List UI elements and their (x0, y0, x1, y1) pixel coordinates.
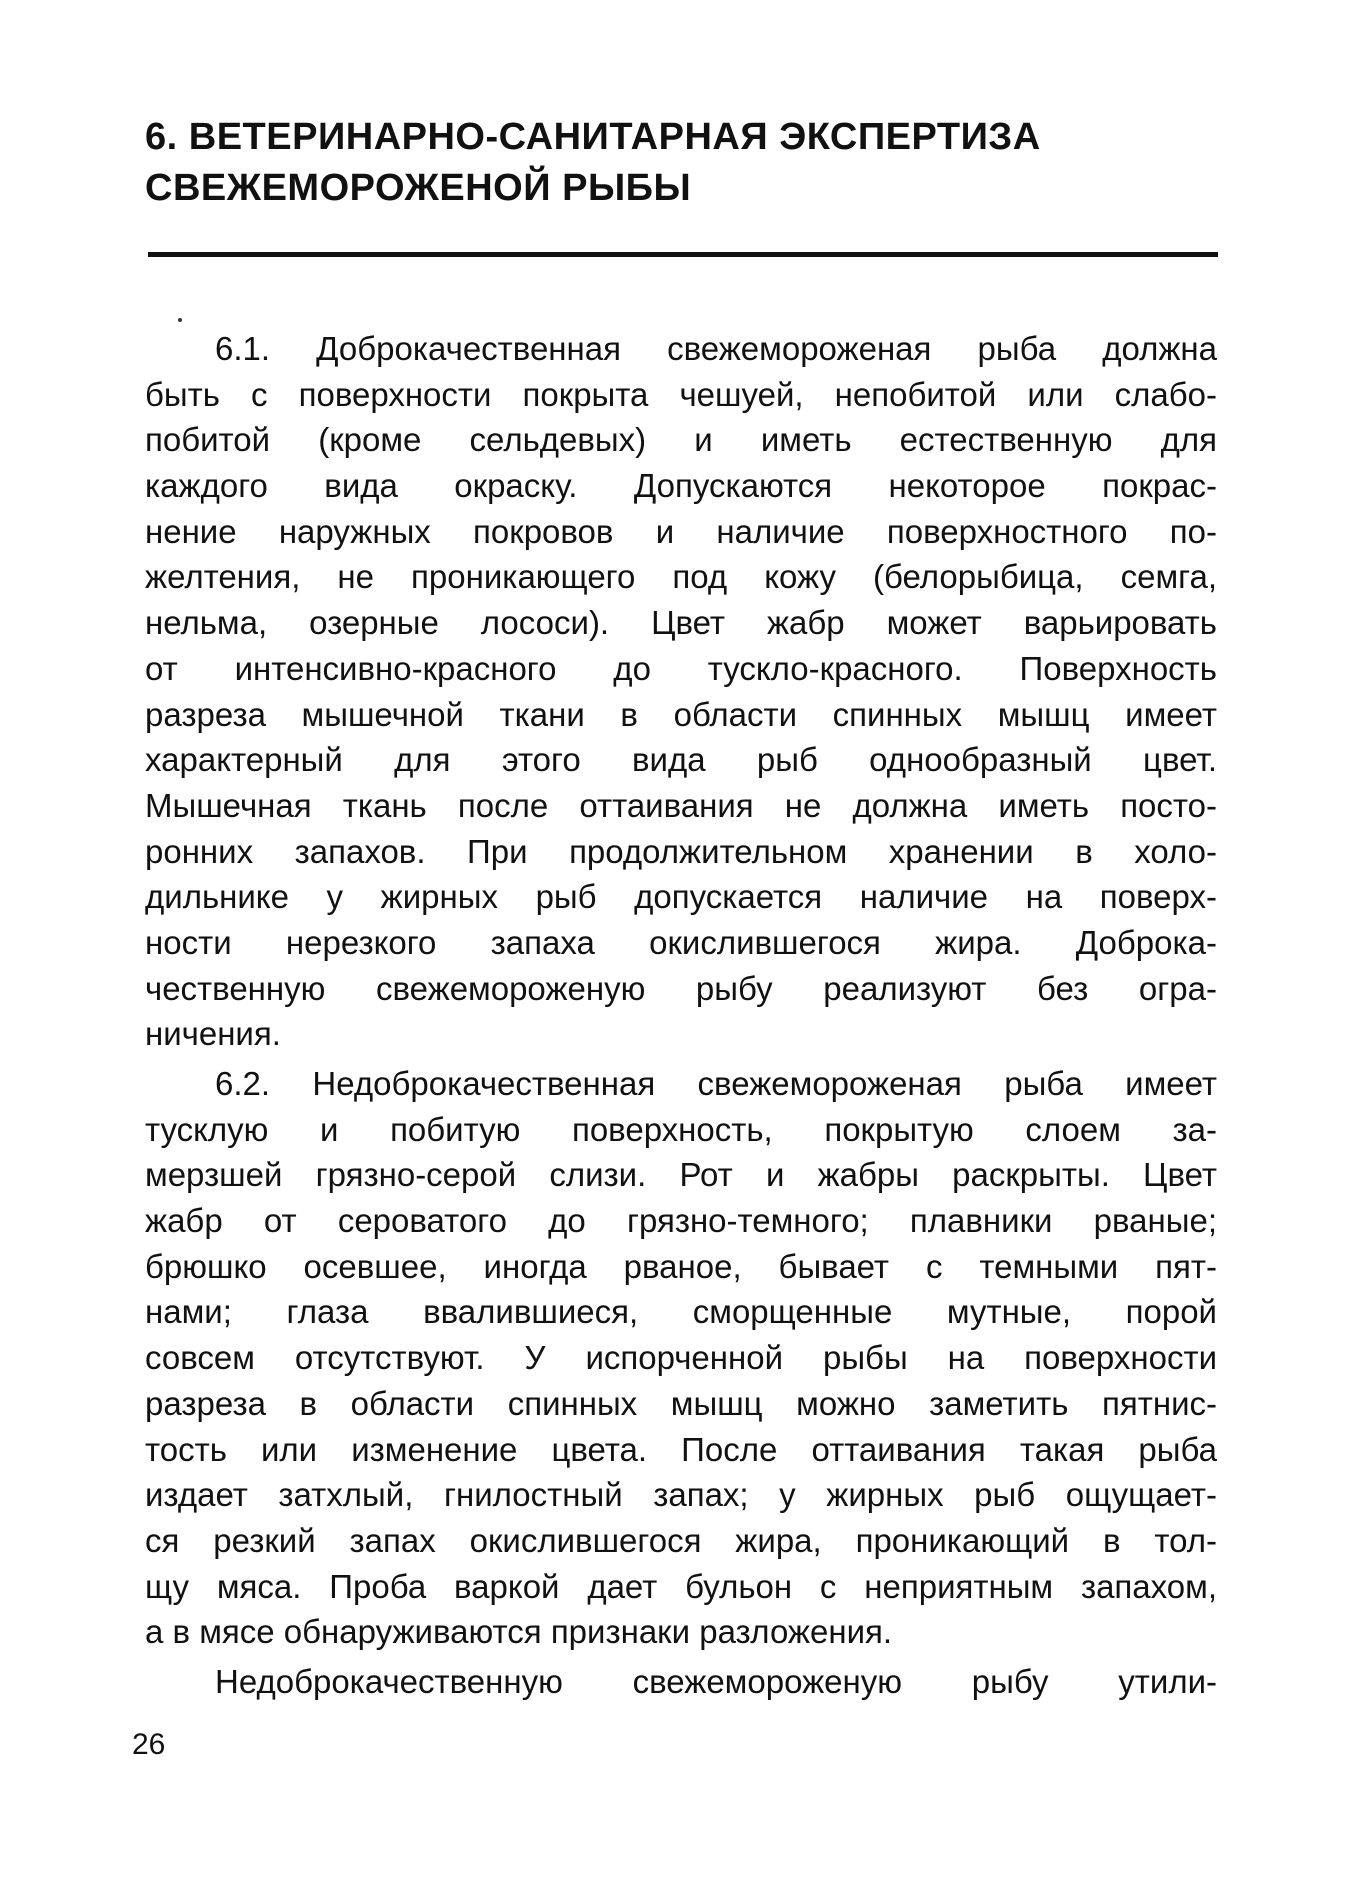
text-line: дильнике у жирных рыб допускается наличие на поверх- (145, 878, 1217, 916)
text-line: тость или изменение цвета. После оттаивания такая рыба (145, 1430, 1217, 1468)
text-line: Недоброкачественную свежемороженую рыбу утили- (215, 1662, 1217, 1700)
text-line: чественную свежемороженую рыбу реализуют без огра- (145, 969, 1217, 1007)
heading-line: 6. ВЕТЕРИНАРНО-САНИТАРНАЯ ЭКСПЕРТИЗА (145, 116, 1041, 158)
text-line: побитой (кроме сельдевых) и иметь естественную для (145, 421, 1217, 459)
text-line: желтения, не проникающего под кожу (белорыбица, семга, (145, 558, 1217, 596)
text-line: ничения. (145, 1015, 281, 1053)
body-text (145, 326, 1217, 1705)
text-line: брюшко осевшее, иногда рваное, бывает с темными пят- (145, 1247, 1217, 1285)
text-line: 6.2. Недоброкачественная свежемороженая рыба имеет (215, 1065, 1217, 1102)
text-line: совсем отсутствуют. У испорченной рыбы на поверхности (145, 1339, 1217, 1377)
text-line: нение наружных покровов и наличие поверхностного по- (145, 512, 1217, 550)
section-heading (145, 112, 1245, 214)
text-line: от интенсивно-красного до тускло-красного. Поверхность (145, 649, 1217, 687)
text-line: быть с поверхности покрыта чешуей, непобитой или слабо- (145, 375, 1217, 413)
text-line: нами; глаза ввалившиеся, сморщенные мутные, порой (145, 1293, 1217, 1331)
text-line: щу мяса. Проба варкой дает бульон с неприятным запахом, (145, 1567, 1217, 1605)
paragraph-6-2 (145, 1061, 1217, 1655)
page-number: 26 (132, 1728, 166, 1761)
text-line: мерзшей грязно-серой слизи. Рот и жабры раскрыты. Цвет (145, 1156, 1217, 1194)
text-line: издает затхлый, гнилостный запах; у жирных рыб ощущает- (145, 1476, 1217, 1514)
text-line: разреза мышечной ткани в области спинных мышц имеет (145, 695, 1217, 733)
text-line: характерный для этого вида рыб однообразный цвет. (145, 741, 1217, 779)
heading-divider (148, 252, 1218, 257)
text-line: нельма, озерные лососи). Цвет жабр может варьировать (145, 604, 1217, 642)
print-speck (178, 318, 182, 322)
text-line: жабр от сероватого до грязно-темного; плавники рваные; (145, 1202, 1217, 1240)
text-line: тусклую и побитую поверхность, покрытую слоем за- (145, 1110, 1217, 1148)
text-line: ся резкий запах окислившегося жира, проникающий в тол- (145, 1521, 1217, 1559)
text-line: разреза в области спинных мышц можно заметить пятнис- (145, 1384, 1217, 1422)
text-line: 6.1. Доброкачественная свежемороженая рыба должна (215, 330, 1217, 367)
paragraph-6-1 (145, 326, 1217, 1057)
text-line: Мышечная ткань после оттаивания не должна иметь посто- (145, 786, 1217, 824)
text-line: ности нерезкого запаха окислившегося жира. Доброка- (145, 923, 1217, 961)
text-line: каждого вида окраску. Допускаются некоторое покрас- (145, 467, 1217, 505)
paragraph-continuation (145, 1659, 1217, 1705)
text-line: а в мясе обнаруживаются признаки разложения. (145, 1613, 893, 1651)
heading-line: СВЕЖЕМОРОЖЕНОЙ РЫБЫ (145, 167, 692, 209)
text-line: ронних запахов. При продолжительном хранении в холо- (145, 832, 1217, 870)
